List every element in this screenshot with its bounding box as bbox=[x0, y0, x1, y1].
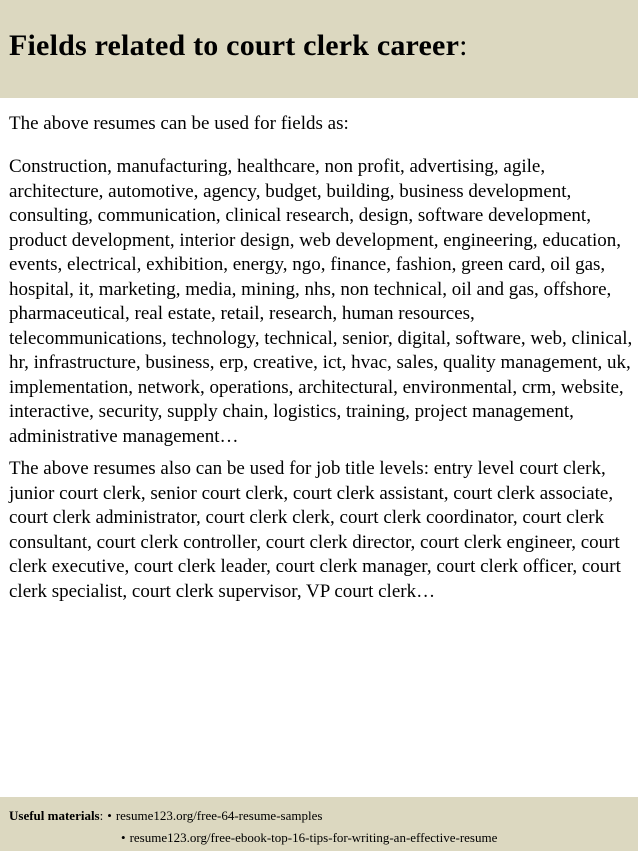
fields-paragraph: Construction, manufacturing, healthcare, non profit, advertising, agile, architecture, automotive, agency, budget, building, business development, consulting, communication, clinical research, design, software development, product development, interior design, web development, engineering, education, events, electrical, exhibition, energy, ngo, finance, fashion, green card, oil gas, hospital, it, marketing, media, mining, nhs, non technical, oil and gas, offshore, pharmaceutical, real estate, retail, research, human resources, telecommunications, technology, technical, senior, digital, software, web, clinical, hr, infrastructure, business, erp, creative, ict, hvac, sales, quality management, uk, implementation, network, operations, architectural, environmental, crm, website, interactive, security, supply chain, logistics, training, project management, administrative management… bbox=[9, 156, 633, 447]
useful-materials-footer bbox=[0, 797, 638, 851]
title-banner bbox=[0, 0, 638, 98]
job-levels-paragraph: The above resumes also can be used for job title levels: entry level court clerk, junior court clerk, senior court clerk, court clerk assistant, court clerk associate, court clerk administrator, court clerk clerk, court clerk coordinator, court clerk consultant, court clerk controller, court clerk director, court clerk engineer, court clerk executive, court clerk leader, court clerk manager, court clerk officer, court clerk specialist, court clerk supervisor, VP court clerk… bbox=[9, 458, 621, 602]
footer-row-2 bbox=[9, 827, 638, 849]
useful-materials-label: Useful materials bbox=[9, 808, 100, 823]
footer-row-1 bbox=[9, 805, 638, 827]
bullet-icon: • bbox=[107, 808, 112, 823]
resource-link-1[interactable]: resume123.org/free-64-resume-samples bbox=[115, 808, 323, 823]
bullet-icon: • bbox=[121, 830, 126, 845]
page-title bbox=[9, 26, 638, 66]
footer-indent-spacer bbox=[9, 827, 121, 849]
page-title-colon: : bbox=[459, 29, 468, 62]
resource-link-2[interactable]: resume123.org/free-ebook-top-16-tips-for-writing-an-effective-resume bbox=[129, 830, 498, 845]
intro-text: The above resumes can be used for fields as: bbox=[9, 113, 349, 134]
main-content bbox=[9, 111, 634, 612]
useful-materials-colon: : bbox=[99, 808, 104, 823]
page-title-text: Fields related to court clerk career bbox=[9, 29, 460, 62]
